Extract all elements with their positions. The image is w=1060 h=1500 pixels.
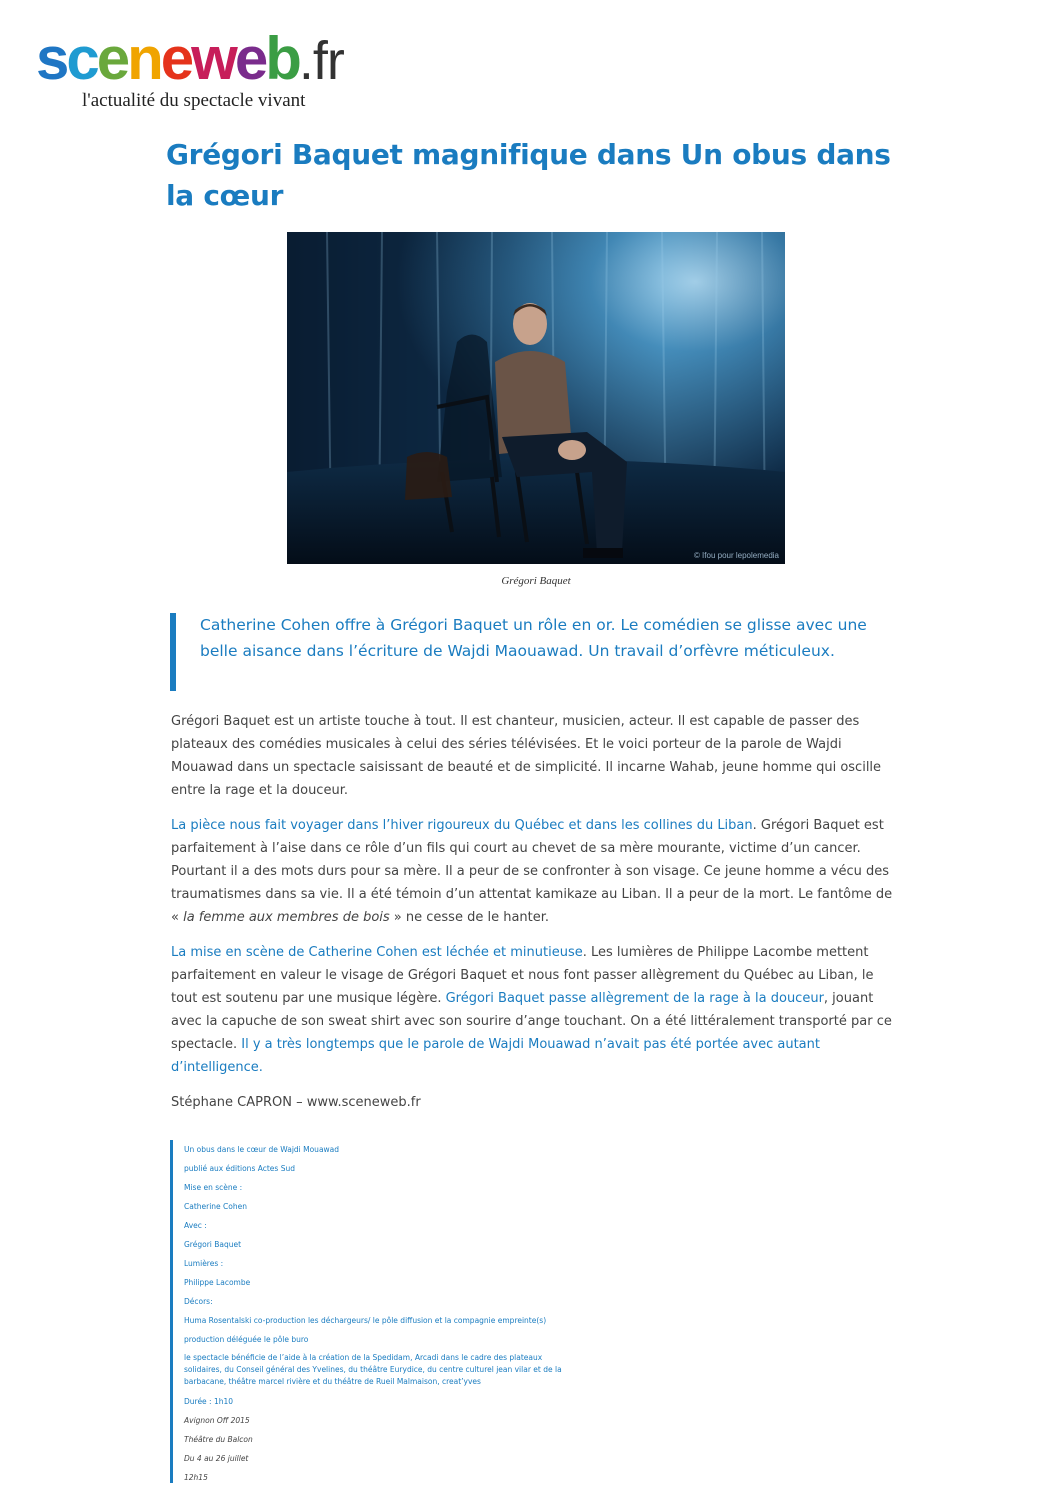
production-credits bbox=[170, 1140, 590, 1483]
article-photo bbox=[287, 232, 785, 564]
logo-letter: s bbox=[36, 25, 67, 92]
logo-letter: c bbox=[66, 25, 97, 92]
credit-line: Du 4 au 26 juillet bbox=[184, 1454, 249, 1463]
article-body bbox=[171, 710, 903, 1126]
credit-line: Philippe Lacombe bbox=[184, 1278, 251, 1287]
credit-line: le spectacle bénéficie de l’aide à la création de la Spedidam, Arcadi dans le cadre des plateaux solidaires, du Conseil général des Yvelines, du théâtre Eurydice, du centre culturel jean vilar et de la barbacane, théâtre marcel rivière et du théâtre de Rueil Malmaison, creat’yves bbox=[184, 1353, 562, 1386]
credit-line: publié aux éditions Actes Sud bbox=[184, 1164, 295, 1173]
photo-credit: © Ifou pour lepolemedia bbox=[693, 551, 779, 560]
lead-text: Catherine Cohen offre à Grégori Baquet un rôle en or. Le comédien se glisse avec une belle aisance dans l’écriture de Wajdi Maouawad. Un travail d’orfèvre méticuleux. bbox=[200, 616, 867, 660]
site-logo[interactable] bbox=[36, 25, 396, 114]
logo-wordmark bbox=[36, 25, 396, 92]
photo-caption: Grégori Baquet bbox=[501, 575, 571, 587]
credit-line: production déléguée le pôle buro bbox=[184, 1335, 309, 1344]
article-title: Grégori Baquet magnifique dans Un obus dans la cœur bbox=[166, 138, 891, 212]
logo-letters bbox=[36, 25, 299, 92]
credit-line: Lumières : bbox=[184, 1259, 224, 1268]
paragraph-text: . Grégori Baquet est parfaitement à l’aise dans ce rôle d’un fils qui court au chevet de sa mère mourante, victime d’un cancer. Pourtant il a des mots durs pour sa mère. Il a peur de se confronter à son visage. Ce jeune homme a vécu des traumatismes dans sa vie. Il a été témoin d’un attentat kamikaze au Liban. Il a peur de la mort. Le fantôme de « bbox=[171, 818, 893, 925]
logo-letter: e bbox=[160, 25, 192, 92]
logo-letter: e bbox=[234, 25, 266, 92]
credit-line: 12h15 bbox=[184, 1473, 208, 1482]
credit-line: Mise en scène : bbox=[184, 1183, 243, 1192]
paragraph-1: Grégori Baquet est un artiste touche à tout. Il est chanteur, musicien, acteur. Il est capable de passer des plateaux des comédies musicales à celui des séries télévisées. Et le voici porteur de la parole de Wajdi Mouawad dans un spectacle saisissant de beauté et de simplicité. Il incarne Wahab, jeune homme qui oscille entre la rage et la douceur. bbox=[171, 714, 882, 798]
logo-letter: e bbox=[96, 25, 128, 92]
logo-letter: n bbox=[127, 25, 161, 92]
credit-line: Avignon Off 2015 bbox=[184, 1416, 250, 1425]
paragraph-text: . Les lumières de Philippe Lacombe mettent parfaitement en valeur le visage de Grégori Baquet et nous font passer allègrement du Québec au Liban, le tout est soutenu par une musique légère. bbox=[171, 945, 874, 1006]
credit-line: Théâtre du Balcon bbox=[184, 1435, 253, 1444]
highlight-text: Grégori Baquet passe allègrement de la rage à la douceur bbox=[445, 991, 824, 1006]
credit-line: Huma Rosentalski co-production les déchargeurs/ le pôle diffusion et la compagnie empreinte(s) bbox=[184, 1316, 547, 1325]
credit-line: Un obus dans le cœur de Wajdi Mouawad bbox=[184, 1145, 340, 1154]
logo-tagline: l'actualité du spectacle vivant bbox=[82, 90, 306, 111]
paragraph-text: » ne cesse de le hanter. bbox=[389, 910, 550, 925]
author-signature: Stéphane CAPRON – www.sceneweb.fr bbox=[171, 1095, 421, 1110]
logo-tld: .fr bbox=[298, 31, 344, 91]
highlight-text: Il y a très longtemps que le parole de Wajdi Mouawad n’avait pas été portée avec autant d’intelligence. bbox=[171, 1037, 820, 1075]
highlight-text: La mise en scène de Catherine Cohen est léchée et minutieuse bbox=[171, 945, 583, 960]
logo-letter: w bbox=[191, 25, 235, 92]
lead-quote bbox=[170, 613, 890, 691]
photo-illustration bbox=[287, 232, 785, 564]
logo-letter: b bbox=[265, 25, 299, 92]
paragraph-text: , jouant avec la capuche de son sweat shirt avec son sourire d’ange touchant. On a été littéralement transporté par ce spectacle. bbox=[171, 991, 892, 1052]
credit-line: Décors: bbox=[184, 1297, 213, 1306]
credit-line: Catherine Cohen bbox=[184, 1202, 248, 1211]
credit-line: Durée : 1h10 bbox=[184, 1397, 234, 1406]
credit-line: Avec : bbox=[184, 1221, 207, 1230]
emphasis-text: la femme aux membres de bois bbox=[183, 910, 390, 925]
paragraph-3 bbox=[171, 941, 903, 1079]
credit-line: Grégori Baquet bbox=[184, 1240, 242, 1249]
paragraph-2 bbox=[171, 814, 903, 929]
highlight-text: La pièce nous fait voyager dans l’hiver rigoureux du Québec et dans les collines du Liban bbox=[171, 818, 753, 833]
